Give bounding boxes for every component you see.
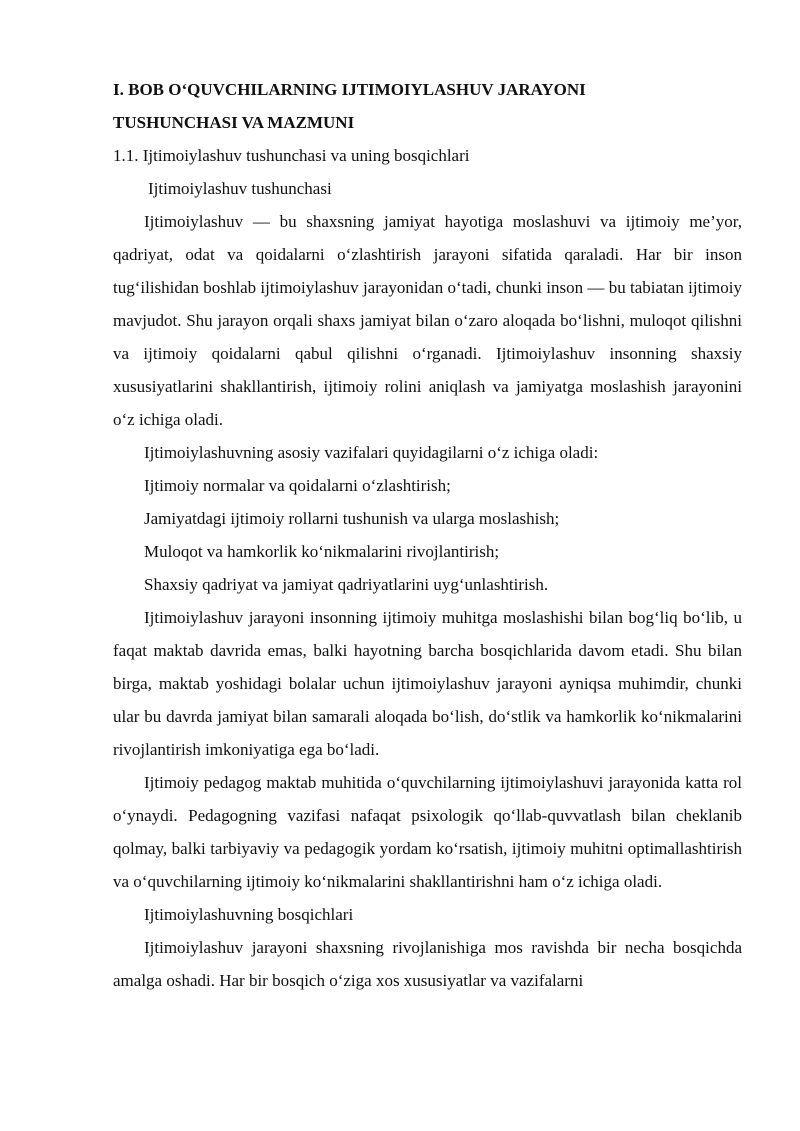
- subheading-stages: Ijtimoiylashuvning bosqichlari: [144, 905, 354, 924]
- paragraph-functions-intro: Ijtimoiylashuvning asosiy vazifalari quyidagilarni o‘z ichiga oladi:: [144, 443, 599, 462]
- section-title: 1.1. Ijtimoiylashuv tushunchasi va uning bosqichlari: [113, 146, 470, 165]
- document-page: [113, 73, 742, 997]
- paragraph-pedagog-role: Ijtimoiy pedagog maktab muhitida o‘quvchilarning ijtimoiylashuvi jarayonida katta rol o‘ynaydi. Pedagogning vazifasi nafaqat psixologik qo‘llab-quvvatlash bilan cheklanib qolmay, balki tarbiyaviy va pedagogik yordam ko‘rsatish, ijtimoiy muhitni optimallashtirish va o‘quvchilarning ijtimoiy ko‘nikmalarini shakllantirishni ham o‘z ichiga oladi.: [113, 773, 742, 891]
- paragraph-stages: Ijtimoiylashuv jarayoni shaxsning rivojlanishiga mos ravishda bir necha bosqichda amalga oshadi. Har bir bosqich o‘ziga xos xususiyatlar va vazifalarni: [113, 938, 742, 990]
- paragraph-process: Ijtimoiylashuv jarayoni insonning ijtimoiy muhitga moslashishi bilan bog‘liq bo‘lib, u faqat maktab davrida emas, balki hayotning barcha bosqichlarida davom etadi. Shu bilan birga, maktab yoshidagi bolalar uchun ijtimoiylashuv jarayoni ayniqsa muhimdir, chunki ular bu davrda jamiyat bilan samarali aloqada bo‘lish, do‘stlik va hamkorlik ko‘nikmalarini rivojlantirish imkoniyatiga ega bo‘ladi.: [113, 608, 742, 759]
- chapter-title-line-1: I. BOB O‘QUVCHILARNING IJTIMOIYLASHUV JARAYONI: [113, 80, 586, 99]
- list-item: Muloqot va hamkorlik ko‘nikmalarini rivojlantirish;: [144, 542, 500, 561]
- list-item: Jamiyatdagi ijtimoiy rollarni tushunish va ularga moslashish;: [144, 509, 560, 528]
- list-item: Ijtimoiy normalar va qoidalarni o‘zlashtirish;: [144, 476, 451, 495]
- section-subtitle: Ijtimoiylashuv tushunchasi: [148, 179, 332, 198]
- paragraph-definition: Ijtimoiylashuv — bu shaxsning jamiyat hayotiga moslashuvi va ijtimoiy me’yor, qadriyat, odat va qoidalarni o‘zlashtirish jarayoni sifatida qaraladi. Har bir inson tug‘ilishidan boshlab ijtimoiylashuv jarayonidan o‘tadi, chunki inson — bu tabiatan ijtimoiy mavjudot. Shu jarayon orqali shaxs jamiyat bilan o‘zaro aloqada bo‘lishni, muloqot qilishni va ijtimoiy qoidalarni qabul qilishni o‘rganadi. Ijtimoiylashuv insonning shaxsiy xususiyatlarini shakllantirish, ijtimoiy rolini aniqlash va jamiyatga moslashish jarayonini o‘z ichiga oladi.: [113, 212, 742, 429]
- list-item: Shaxsiy qadriyat va jamiyat qadriyatlarini uyg‘unlashtirish.: [144, 575, 549, 594]
- chapter-title-line-2: TUSHUNCHASI VA MAZMUNI: [113, 113, 355, 132]
